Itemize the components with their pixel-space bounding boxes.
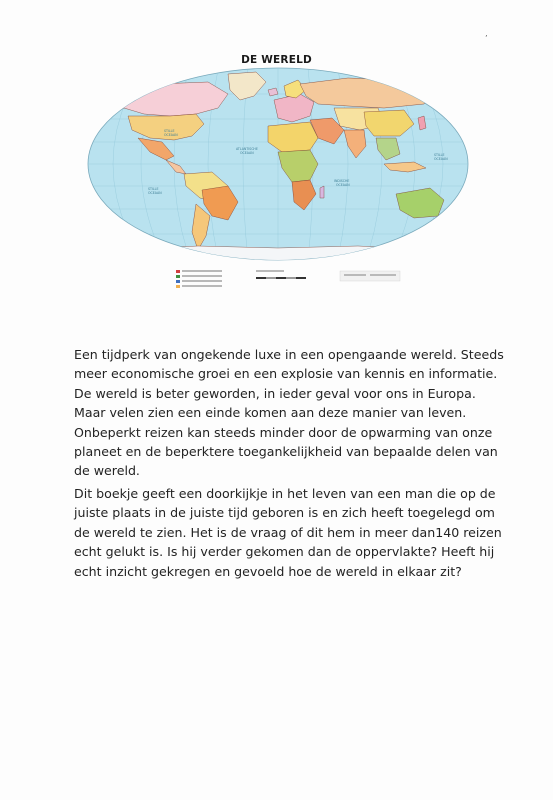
north-africa: [268, 122, 318, 152]
svg-text:INDISCHE: INDISCHE: [334, 179, 350, 183]
svg-text:ATLANTISCHE: ATLANTISCHE: [236, 147, 258, 151]
svg-text:STILLE: STILLE: [164, 129, 175, 133]
svg-text:STILLE: STILLE: [434, 153, 445, 157]
world-map: [78, 64, 478, 296]
corner-mark: ’: [485, 34, 488, 43]
svg-text:OCEAAN: OCEAAN: [336, 183, 350, 187]
svg-text:OCEAAN: OCEAAN: [434, 157, 448, 161]
russia: [300, 78, 434, 108]
svg-text:STILLE: STILLE: [148, 187, 159, 191]
antarctica: [118, 246, 438, 264]
svg-text:OCEAAN: OCEAAN: [148, 191, 162, 195]
madagascar: [320, 186, 324, 198]
paragraph-intro: Een tijdperk van ongekende luxe in een opengaande wereld. Steeds meer economische groei en een explosie van kennis en informatie. De wereld is beter geworden, in ieder geval voor ons in Europa. Maar velen zien een einde komen aan deze manier van leven. Onbeperkt reizen kan steeds minder door de opwarming van onze planeet en de beperktere toegankelijkheid van bepaalde delen van de wereld.: [74, 347, 504, 479]
map-legend: [176, 270, 400, 288]
svg-text:OCEAAN: OCEAAN: [240, 151, 254, 155]
paragraph-booklet: Dit boekje geeft een doorkijkje in het leven van een man die op de juiste plaats in de juiste tijd geboren is en zich heeft toegelegd om de wereld te zien. Het is de vraag of dit hem in meer dan140 reizen echt gelukt is. Is hij verder gekomen dan de oppervlakte? Heeft hij echt inzicht gekregen en gevoeld hoe de wereld in elkaar zit?: [74, 486, 502, 579]
map-title: DE WERELD: [241, 54, 312, 66]
new-zealand: [452, 214, 458, 226]
svg-text:OCEAAN: OCEAAN: [164, 133, 178, 137]
